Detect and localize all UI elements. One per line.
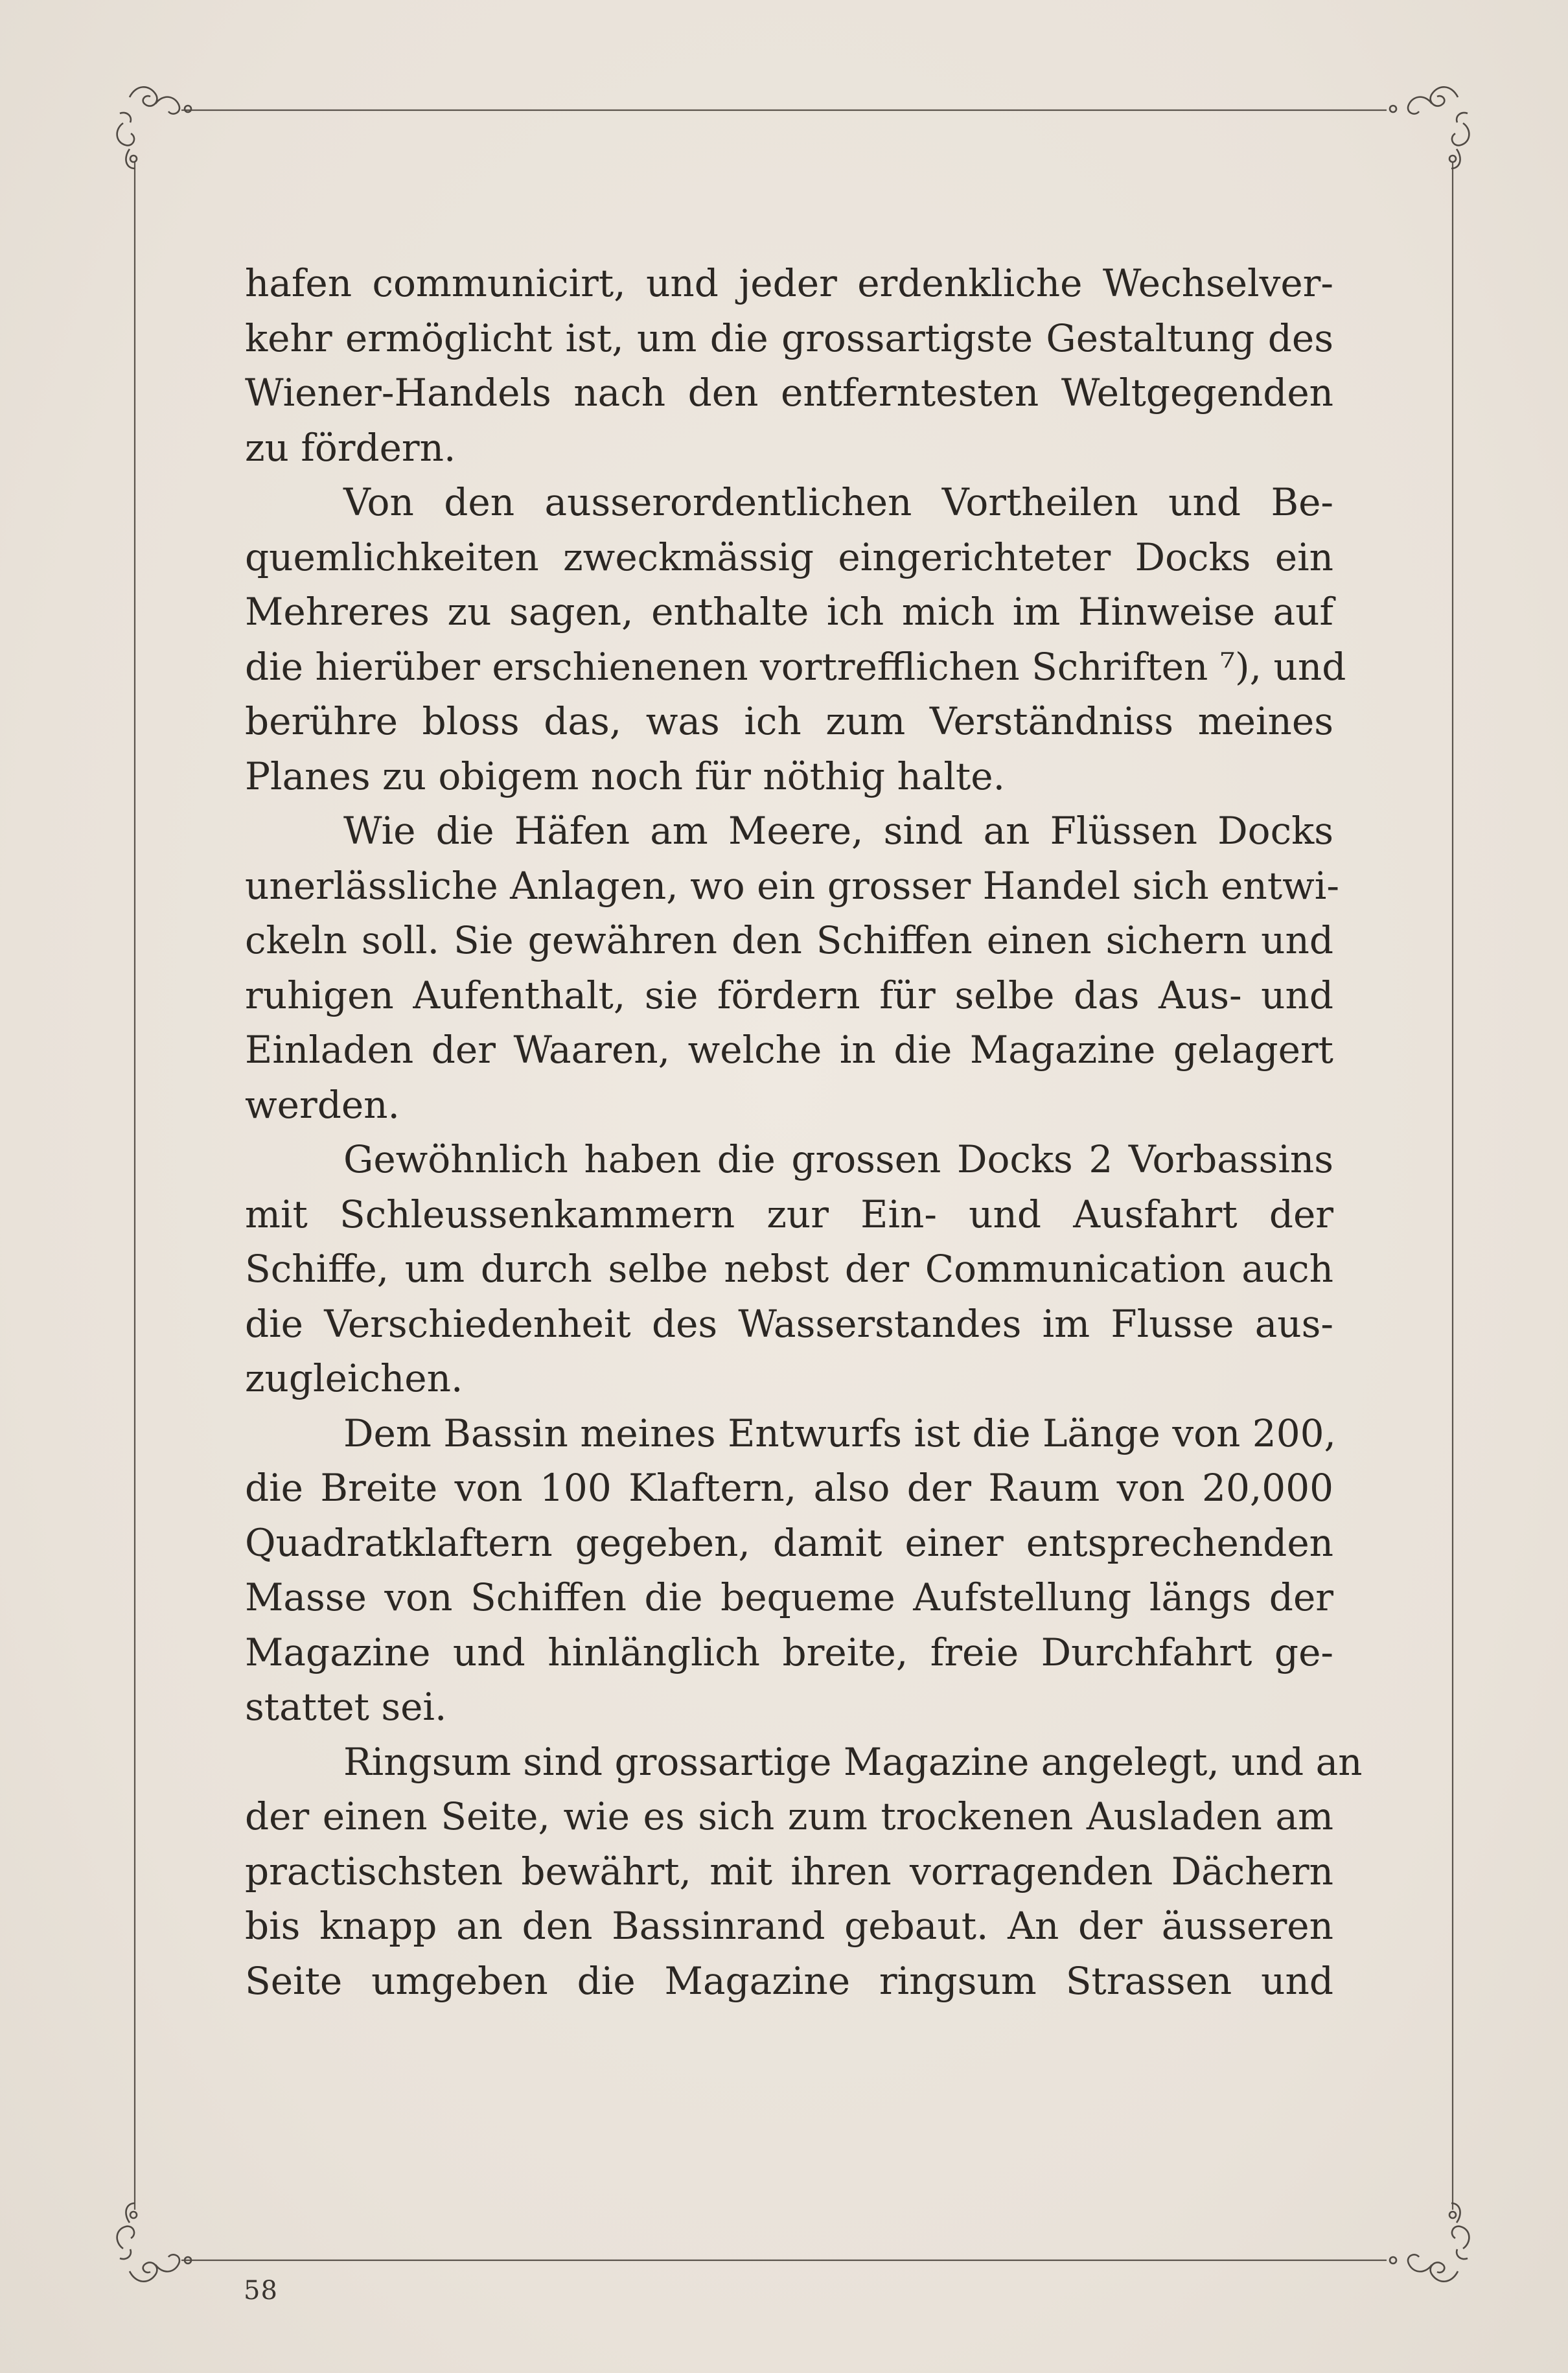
text-line: zu fördern. [245,425,456,470]
corner-ornament-bottom-left [117,2203,191,2282]
corner-ornament-top-left [117,87,191,168]
text-line: Dem Bassin meines Entwurfs ist die Länge von 200, [343,1411,1336,1455]
text-line: Gewöhnlich haben die grossen Docks 2 Vorbassins [343,1137,1333,1181]
text-line: Mehreres zu sagen, enthalte ich mich im Hinweise auf [245,590,1333,634]
text-line: bis knapp an den Bassinrand gebaut. An der äusseren [245,1904,1333,1948]
text-line: werden. [245,1082,400,1127]
text-line: zugleichen. [245,1356,463,1400]
text-line: Ringsum sind grossartige Magazine angelegt, und an [343,1739,1363,1784]
text-line: Planes zu obigem noch für nöthig halte. [245,754,1005,798]
text-line: der einen Seite, wie es sich zum trockenen Ausladen am [245,1794,1333,1838]
text-line: hafen communicirt, und jeder erdenkliche Wechselver- [245,261,1333,305]
paragraph-2 [245,475,1346,804]
text-line: berühre bloss das, was ich zum Verständniss meines [245,699,1333,743]
body-text [245,256,1363,2008]
paragraph-6 [245,1735,1363,2009]
text-line: practischsten bewährt, mit ihren vorragenden Dächern [245,1849,1333,1893]
text-line: Seite umgeben die Magazine ringsum Strassen und [245,1958,1333,2003]
text-line: ruhigen Aufenthalt, sie fördern für selbe das Aus- und [245,973,1333,1017]
corner-ornament-bottom-right [1390,2203,1469,2282]
paragraph-3 [245,804,1339,1132]
text-line: Einladen der Waaren, welche in die Magazine gelagert [245,1028,1333,1072]
page-number: 58 [244,2276,278,2306]
text-line: die Verschiedenheit des Wasserstandes im Flusse aus- [245,1301,1333,1346]
text-line: mit Schleussenkammern zur Ein- und Ausfahrt der [245,1192,1333,1236]
text-line: quemlichkeiten zweckmässig eingerichteter Docks ein [245,535,1333,579]
text-line: Masse von Schiffen die bequeme Aufstellung längs der [245,1575,1333,1619]
text-line: Quadratklaftern gegeben, damit einer entsprechenden [245,1520,1333,1565]
text-line: Wie die Häfen am Meere, sind an Flüssen Docks [343,809,1333,853]
paragraph-1 [245,256,1333,475]
paragraph-5 [245,1406,1336,1735]
text-line: Magazine und hinlänglich breite, freie Durchfahrt ge- [245,1630,1333,1674]
text-line: Wiener-Handels nach den entferntesten Weltgegenden [245,371,1333,415]
text-line: kehr ermöglicht ist, um die grossartigste Gestaltung des [245,316,1333,360]
paragraph-4 [245,1132,1333,1406]
text-line: Von den ausserordentlichen Vortheilen und Be- [343,480,1333,524]
text-line: Schiffe, um durch selbe nebst der Communication auch [245,1247,1333,1291]
text-line: ckeln soll. Sie gewähren den Schiffen einen sichern und [245,918,1333,962]
corner-ornament-top-right [1390,87,1469,168]
text-line: stattet sei. [245,1685,447,1729]
text-line: die Breite von 100 Klaftern, also der Raum von 20,000 [245,1466,1333,1510]
text-line: unerlässliche Anlagen, wo ein grosser Handel sich entwi- [245,863,1339,908]
text-line-footnote-ref: die hierüber erschienenen vortrefflichen Schriften ⁷), und [245,644,1346,689]
